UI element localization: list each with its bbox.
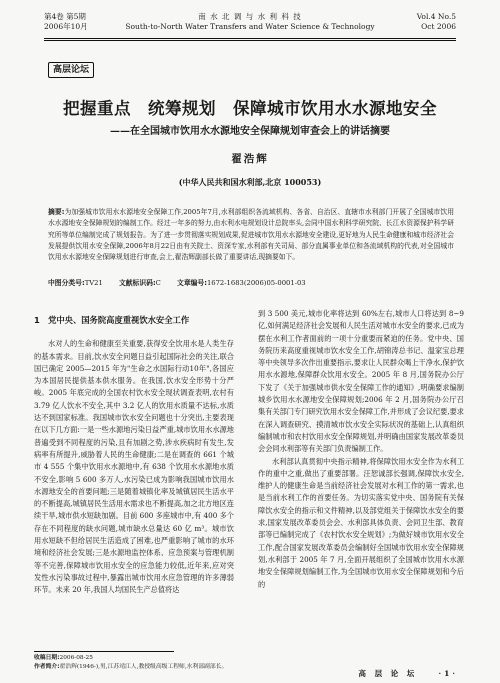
body-paragraph: 水对人的生命和健康至关重要,获得安全饮用水是人类生存的基本需求。目前,饮水安全问题日益引起国际社会的关注,联合国已确定 2005—2015 年为"生命之水国际行动10年",各国应为本国居民提供基本供水服务。在我国,饮水安全形势十分严峻。2005 年底完成的全国农村饮水安全现状调查表明,农村有 3.79 亿人饮水不安全,其中 3.2 亿人的饮用水质量不达标,水质达不到国家标准。我国城市饮水安全问题也十分突出,主要表现在以下几方面:一是一些水源地污染日益严重,城市饮用水水源地普遍受到不同程度的污染,且有加剧之势,涉水疾病时有发生,发病率有所提升,威胁着人民的生命健康;二是在调查的 661 个城市 4 555 个集中饮用水水源地中,有 638 个饮用水水源地水质不安全,影响 5 600 多万人,水污染已成为影响我国城市饮用水水源地安全的首要问题;三是随着城镇化率及城镇居民生活水平的不断提高,城镇居民生活用水需求也不断提高,加之北方地区连续干旱,城市供水短缺加剧。目前 600 多座城市中,有 400 多个存在不同程度的缺水问题,城市缺水总量达 60 亿 m³。城市饮用水短缺不但给居民生活造成了困难,也严重影响了城市的水环境和经济社会发展;三是水源地监控体系、应急预案与管理机制等不完善,保障城市饮用水安全的应急能力较低,近年来,应对突发性水污染事故过程中,暴露出城市饮用水应急管理的许多薄弱环节。未来 20 年,我国人均国民生产总值将达 xyxy=(34,339,234,595)
header-rule-thick xyxy=(44,38,456,39)
doc-code-value: C xyxy=(155,279,161,287)
right-column xyxy=(258,308,464,591)
article-number-label: 文章编号: xyxy=(177,279,207,287)
running-header xyxy=(44,10,456,40)
article-number-value: 1672-1683(2006)05-0001-03 xyxy=(206,279,306,287)
author-name: 翟浩辉 xyxy=(231,153,269,165)
doc-code-label: 文献标识码: xyxy=(118,279,156,287)
author-bio xyxy=(34,663,227,672)
received-date xyxy=(34,654,227,663)
header-date: 2006年10月 xyxy=(44,22,88,31)
header-journal-cn: 南 水 北 调 与 水 利 科 技 xyxy=(198,12,302,21)
footnote xyxy=(34,654,227,671)
column-tag: 高层论坛 xyxy=(48,62,94,78)
running-footer xyxy=(358,668,458,679)
classification-line xyxy=(48,278,454,288)
abstract-label: 摘要: xyxy=(48,208,65,216)
header-rule-thin xyxy=(44,40,456,41)
header-volume-en: Vol.4 No.5 xyxy=(416,12,456,21)
header-date-en: Oct 2006 xyxy=(421,22,456,31)
abstract xyxy=(48,207,454,263)
bio-label: 作者简介: xyxy=(34,663,60,670)
clc-label: 中图分类号: xyxy=(48,279,85,287)
header-journal xyxy=(44,12,456,32)
body-paragraph: 水利部认真贯彻中央指示精神,将保障饮用水安全作为水利工作的重中之重,做出了重要部署。汪恕诚部长强调,保障饮水安全,维护人的健康生命是当前经济社会发展对水利工作的第一需求,也是当前水利工作的首要任务。为切实落实党中央、国务院有关保障饮水安全的指示和文件精神,以及部党组关于保障饮水安全的要求,国家发展改革委员会会、水利部具体负责、会同卫生部、教育部等已编制完成了《农村饮水安全规划》;为做好城市饮用水安全工作,配合国家发展改革委员会编制好全国城市饮用水安全保障规划,水利部于 2005 年 7 月,全面开展组织了全国城市饮用水水源地安全保障规划编制工作,为全国城市饮用水安全保障规划和今后的 xyxy=(258,456,464,589)
received-label: 收稿日期: xyxy=(34,655,60,661)
author-affiliation: (中华人民共和国水利部,北京 100053) xyxy=(178,177,322,187)
footer-column-name: 高 层 论 坛 xyxy=(358,669,418,678)
received-value: 2006-08-25 xyxy=(59,655,93,661)
bio-value: 翟浩辉(1946-),男,江苏靖江人,教授级高级工程师,水利部副部长。 xyxy=(59,663,228,670)
footnote-rule xyxy=(34,651,174,652)
left-column xyxy=(34,308,234,597)
section-heading: 1 党中央、国务院高度重视饮水安全工作 xyxy=(34,315,190,325)
article-subtitle: ——在全国城市饮用水水源地安全保障规划审查会上的讲话摘要 xyxy=(110,126,390,137)
header-issue-en xyxy=(417,12,456,32)
body-paragraph: 到 3 500 美元,城市化率将达到 60%左右,城市人口将达到 8~9 亿,如何满足经济社会发展和人民生活对城市水安全的要求,已成为摆在水利工作者面前的一项十分重要而紧迫的任务。党中央、国务院历来高度重视城市饮水安全工作,胡锦涛总书记、温家宝总理等中央领导多次作出重要指示,要求让人民群众喝上干净水,保护饮用水水源地,保障群众饮用水安全。2005 年 8 月,国务院办公厅下发了《关于加强城市供水安全保障工作的通知》,明确要求编制城乡饮用水水源地安全保障规划;2006 年 2 月,国务院办公厅召集有关部门专门研究饮用水安全保障工作,并形成了会议纪要,要求在深入调查研究、摸清城市饮水安全实际状况的基础上,认真组织编制城市和农村饮用水安全保障规划,并明确由国家发展改革委员会会同水利部等有关部门负责编制工作。 xyxy=(258,309,464,454)
clc-value: TV21 xyxy=(84,279,103,287)
abstract-text: 为加强城市饮用水水源地安全保障工作,2005年7月,水利部组织各流域机构、各省、自治区、直辖市水利部门开展了全国城市饮用水水源地安全保障规划的编制工作。经过一年多的努力,由水利水电规划设计总院率头,会同中国水利科学研究院、长江水资源保护科学研究所等单位编制完成了规划报告。为了进一步贯彻落实规划成果,促进城市饮用水水源地安全建设,更好地为人民生命健康和城市经济社会发展提供饮用水安全保障,2006年8月22日由有关院士、资深专家,水利部有关司局、部分直属事业单位和各流域机构的代表,对全国城市饮用水水源地安全保障规划进行审查,会上,翟浩辉副部长做了重要讲话,现摘要如下。 xyxy=(48,208,454,262)
header-volume: 第4卷 第5期 xyxy=(44,12,86,21)
header-journal-en: South-to-North Water Transfers and Water Science & Technology xyxy=(125,22,375,31)
page-number: ·1· xyxy=(438,669,458,678)
article-title: 把握重点 统筹规划 保障城市饮用水水源地安全 xyxy=(63,99,437,118)
